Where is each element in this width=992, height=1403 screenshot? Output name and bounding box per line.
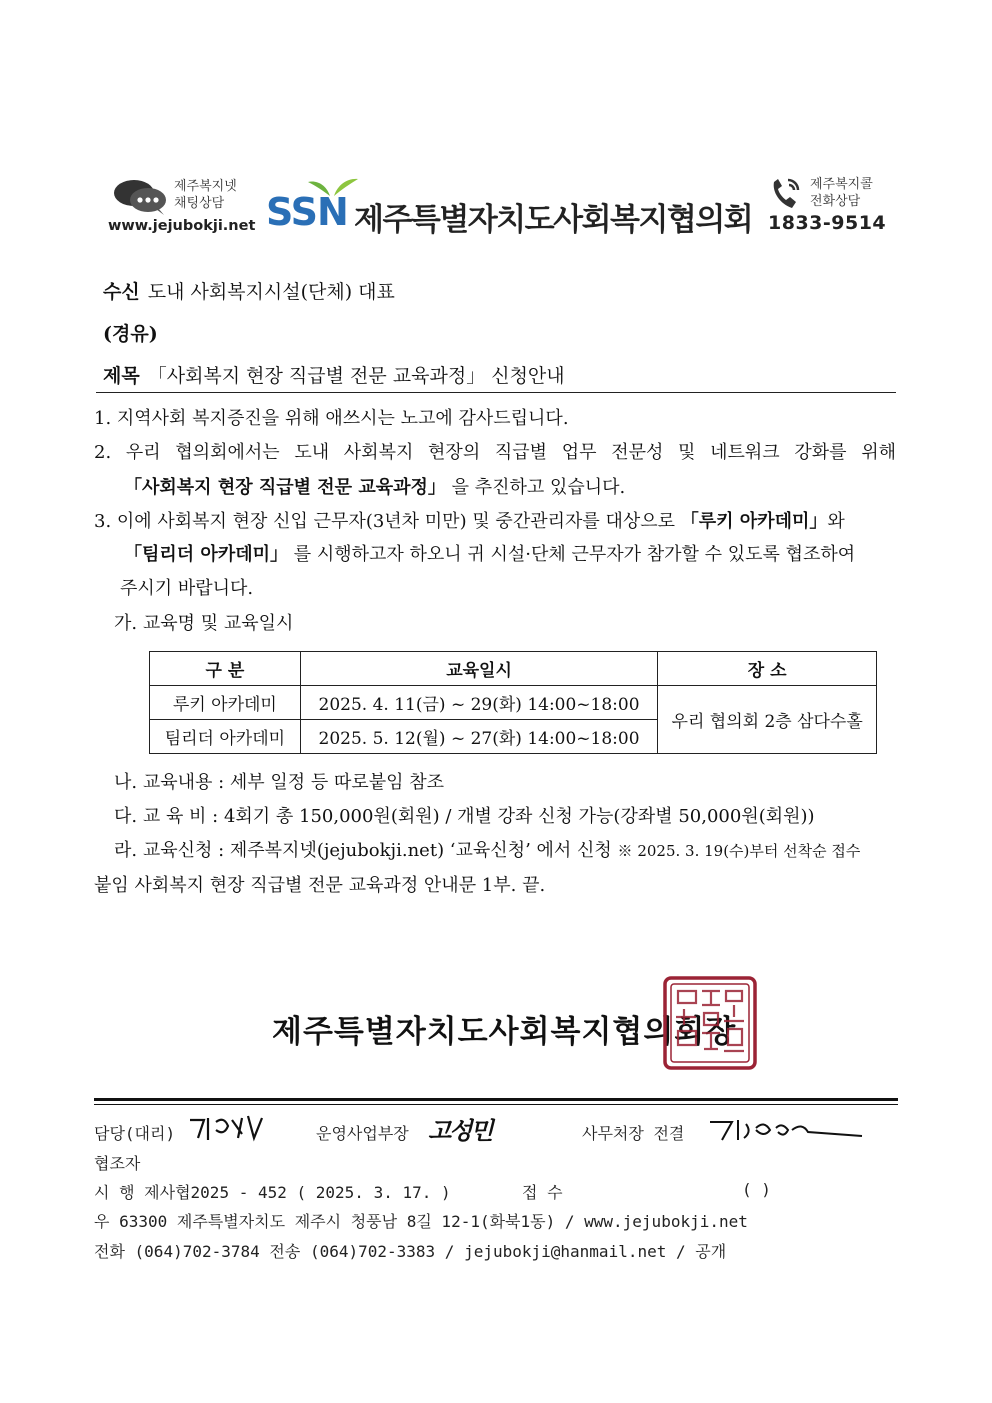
- item-ra: [114, 841, 860, 861]
- subject: 「사회복지 현장 직급별 전문 교육과정」 신청안내: [147, 365, 565, 387]
- table-header-row: [150, 652, 877, 686]
- subject-label: 제목: [103, 365, 140, 387]
- chat-bubble-icon: [112, 178, 168, 216]
- manager-label: 운영사업부장: [316, 1124, 409, 1143]
- rookie-academy: 「루키 아카데미」: [680, 511, 828, 532]
- chat-consult-badge: [108, 176, 258, 238]
- paragraph-2: 2. 우리 협의회에서는 도내 사회복지 현장의 직급별 업무 전문성 및 네트워크 강화를 위해: [94, 442, 896, 463]
- issue-number: 시 행 제사협2025 - 452 ( 2025. 3. 17. ): [94, 1183, 451, 1202]
- table-row: [150, 686, 877, 720]
- org-name: 제주특별자치도사회복지협의회: [354, 202, 753, 238]
- call-label-2: 전화상담: [810, 194, 861, 209]
- ssn-logo: [266, 176, 766, 236]
- place-cell: 우리 협의회 2층 삼다수홀: [658, 686, 877, 754]
- row-date: 2025. 4. 11(금) ~ 29(화) 14:00~18:00: [300, 686, 658, 720]
- col-place: 장 소: [658, 652, 877, 686]
- manager-signature: 고성민: [428, 1117, 492, 1145]
- call-number: 1833-9514: [768, 212, 887, 234]
- ssn-wordmark: SSN: [266, 190, 348, 234]
- paragraph-2-cont: [124, 478, 625, 498]
- paragraph-3-line2: [124, 545, 855, 565]
- teamleader-academy: 「팀리더 아카데미」: [124, 544, 288, 565]
- recipient: 도내 사회복지시설(단체) 대표: [147, 281, 395, 303]
- item-ga: 가. 교육명 및 교육일시: [114, 613, 294, 634]
- item-na: 나. 교육내용 : 세부 일정 등 따로붙임 참조: [114, 772, 445, 793]
- recipient-line: [103, 277, 395, 304]
- paragraph-3-line2-text: 를 시행하고자 하오니 귀 시설·단체 근무자가 참가할 수 있도록 협조하여: [293, 544, 856, 565]
- phone-icon: [768, 176, 806, 212]
- row-name: 팀리더 아카데미: [150, 720, 301, 754]
- call-label-1: 제주복지콜: [810, 177, 873, 192]
- program-title: 「사회복지 현장 직급별 전문 교육과정」: [124, 477, 446, 498]
- coop-label: 협조자: [94, 1154, 141, 1173]
- item-ra-text: 라. 교육신청 : 제주복지넷(jejubokji.net) ‘교육신청’ 에서 신청: [114, 840, 612, 861]
- address-line: 우 63300 제주특별자치도 제주시 청풍남 8길 12-1(화북1동) / www.jejubokji.net: [94, 1212, 748, 1231]
- attachment-line: 붙임 사회복지 현장 직급별 전문 교육과정 안내문 1부. 끝.: [94, 875, 546, 896]
- row-name: 루키 아카데미: [150, 686, 301, 720]
- staff-label: 담당(대리): [94, 1124, 176, 1143]
- item-da: 다. 교 육 비 : 4회기 총 150,000원(회원) / 개별 강좌 신청 가능(강좌별 50,000원(회원)): [114, 806, 815, 827]
- paragraph-3-line3: 주시기 바랍니다.: [120, 578, 254, 599]
- subject-line: [103, 361, 565, 388]
- contact-line: 전화 (064)702-3784 전송 (064)702-3383 / jejubokji@hanmail.net / 공개: [94, 1242, 727, 1261]
- signatory-title: 제주특별자치도사회복지협의회장: [272, 1014, 737, 1050]
- subject-divider: [96, 392, 896, 393]
- footer-divider-thin: [94, 1104, 898, 1105]
- paragraph-3-conj: 와: [827, 511, 845, 532]
- col-date: 교육일시: [300, 652, 658, 686]
- item-ra-note: ※ 2025. 3. 19(수)부터 선착순 접수: [617, 842, 861, 860]
- paragraph-2-rest: 을 추진하고 있습니다.: [451, 477, 626, 498]
- paragraph-3: [94, 512, 896, 532]
- paragraph-3-text: 3. 이에 사회복지 현장 신입 근무자(3년차 미만) 및 중간관리자를 대상으로: [94, 511, 681, 532]
- col-category: 구 분: [150, 652, 301, 686]
- receipt-field: ( ): [742, 1180, 771, 1199]
- education-table: [149, 651, 877, 754]
- receipt-label: 접 수: [522, 1183, 563, 1202]
- chat-label-1: 제주복지넷: [174, 179, 237, 194]
- official-seal-icon: [662, 975, 758, 1071]
- via-line: [103, 319, 166, 346]
- website-link[interactable]: www.jejubokji.net: [108, 218, 256, 234]
- staff-signature-icon: [186, 1110, 266, 1142]
- row-date: 2025. 5. 12(월) ~ 27(화) 14:00~18:00: [300, 720, 658, 754]
- recipient-label: 수신: [103, 281, 140, 303]
- via-label: (경유): [103, 323, 158, 345]
- call-consult-badge: [768, 174, 898, 238]
- paragraph-1: 1. 지역사회 복지증진을 위해 애쓰시는 노고에 감사드립니다.: [94, 408, 569, 429]
- footer-divider: [94, 1098, 898, 1101]
- secretary-signature-icon: [708, 1114, 864, 1142]
- secretary-label: 사무처장 전결: [582, 1124, 685, 1143]
- chat-label-2: 채팅상담: [174, 196, 225, 211]
